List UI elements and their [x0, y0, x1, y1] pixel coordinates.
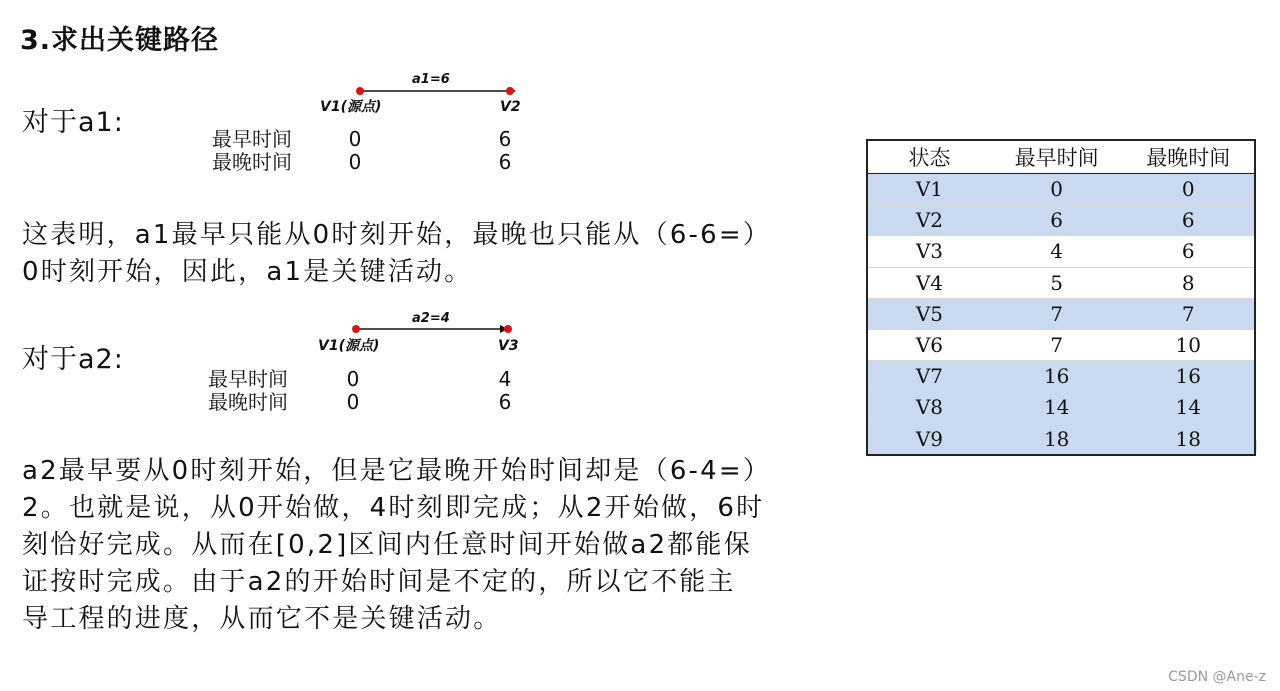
latest-time-label: 最晚时间 — [212, 150, 292, 174]
table-row — [867, 236, 1255, 267]
cell-state: V9 — [867, 423, 991, 455]
from-node-label: V1(源点) — [318, 338, 380, 354]
edge-label: a2=4 — [412, 311, 450, 326]
table-row — [867, 423, 1255, 455]
cell-earliest: 5 — [991, 267, 1123, 298]
cell-latest: 14 — [1122, 392, 1255, 423]
latest-from-value: 0 — [348, 150, 362, 174]
node-start — [352, 325, 360, 333]
earliest-time-label: 最早时间 — [208, 367, 288, 391]
cell-earliest: 0 — [991, 174, 1123, 205]
to-node-label: V3 — [498, 338, 519, 354]
table-row — [867, 392, 1255, 423]
paragraph-line: 这表明，a1最早只能从0时刻开始，最晚也只能从（6-6=） — [22, 220, 772, 250]
cell-earliest: 18 — [991, 423, 1123, 455]
node-end — [506, 87, 514, 95]
section-a2-label: 对于a2: — [22, 344, 124, 375]
watermark: CSDN @Ane-z — [1168, 669, 1266, 685]
table-row — [867, 361, 1255, 392]
cell-state: V3 — [867, 236, 991, 267]
earliest-from-value: 0 — [346, 367, 360, 391]
to-node-label: V2 — [500, 99, 521, 115]
cell-state: V8 — [867, 392, 991, 423]
cell-earliest: 7 — [991, 298, 1123, 329]
cell-latest: 6 — [1122, 236, 1255, 267]
cell-latest: 18 — [1122, 423, 1255, 455]
paragraph-line: 证按时完成。由于a2的开始时间是不定的，所以它不能主 — [22, 567, 736, 597]
cell-latest: 0 — [1122, 174, 1255, 205]
cell-earliest: 6 — [991, 205, 1123, 236]
paragraph-line: 2。也就是说，从0开始做，4时刻即完成；从2开始做，6时 — [22, 493, 765, 523]
cell-earliest: 7 — [991, 329, 1123, 360]
table-row — [867, 174, 1255, 205]
edge-diagram-a1 — [310, 64, 540, 120]
paragraph-a2 — [22, 453, 872, 638]
paragraph-line: 0时刻开始，因此，a1是关键活动。 — [22, 257, 473, 287]
edge-diagram-a2 — [308, 303, 538, 359]
cell-latest: 7 — [1122, 298, 1255, 329]
latest-time-label: 最晚时间 — [208, 390, 288, 414]
earliest-time-label: 最早时间 — [212, 127, 292, 151]
cell-latest: 6 — [1122, 205, 1255, 236]
cell-state: V4 — [867, 267, 991, 298]
cell-latest: 10 — [1122, 329, 1255, 360]
cell-latest: 8 — [1122, 267, 1255, 298]
cell-earliest: 4 — [991, 236, 1123, 267]
earliest-to-value: 6 — [498, 127, 512, 151]
header-earliest: 最早时间 — [991, 140, 1123, 174]
node-start — [356, 87, 364, 95]
latest-to-value: 6 — [498, 150, 512, 174]
cell-state: V7 — [867, 361, 991, 392]
header-latest: 最晚时间 — [1122, 140, 1255, 174]
grid-line — [1256, 440, 1257, 452]
latest-to-value: 6 — [498, 390, 512, 414]
cell-state: V5 — [867, 298, 991, 329]
cell-state: V2 — [867, 205, 991, 236]
paragraph-line: 导工程的进度，从而它不是关键活动。 — [22, 604, 502, 634]
cell-earliest: 14 — [991, 392, 1123, 423]
section-heading: 3.求出关键路径 — [20, 25, 220, 56]
cell-latest: 16 — [1122, 361, 1255, 392]
table-row — [867, 267, 1255, 298]
from-node-label: V1(源点) — [320, 99, 382, 115]
header-state: 状态 — [867, 140, 991, 174]
table-row — [867, 205, 1255, 236]
table-row — [867, 329, 1255, 360]
cell-state: V1 — [867, 174, 991, 205]
node-end — [504, 325, 512, 333]
paragraph-line: 刻恰好完成。从而在[0,2]区间内任意时间开始做a2都能保 — [22, 530, 752, 560]
section-a1-label: 对于a1: — [22, 107, 124, 138]
earliest-from-value: 0 — [348, 127, 362, 151]
earliest-to-value: 4 — [498, 367, 512, 391]
edge-label: a1=6 — [412, 72, 450, 87]
table-header-row — [867, 140, 1255, 174]
paragraph-a1 — [22, 217, 872, 291]
latest-from-value: 0 — [346, 390, 360, 414]
vertex-time-table — [866, 139, 1256, 456]
paragraph-line: a2最早要从0时刻开始，但是它最晚开始时间却是（6-4=） — [22, 456, 772, 486]
table-row — [867, 298, 1255, 329]
cell-earliest: 16 — [991, 361, 1123, 392]
cell-state: V6 — [867, 329, 991, 360]
